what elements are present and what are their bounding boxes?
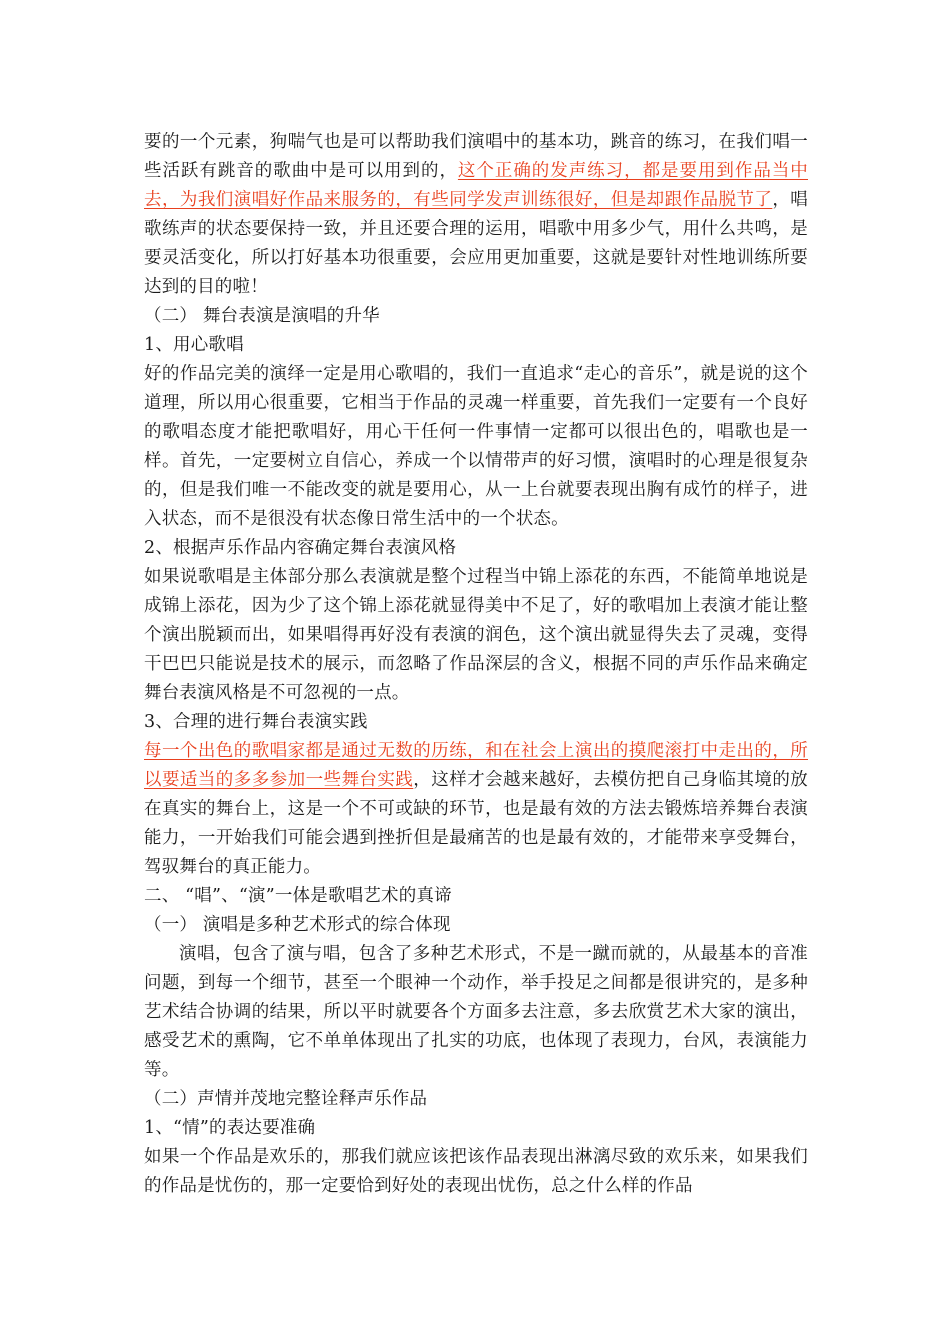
subsection-heading: 3、合理的进行舞台表演实践 bbox=[144, 712, 368, 732]
text-run: 好的作品完美的演绎一定是用心歌唱的，我们一直追求“走心的音乐”，就是说的这个道理，所以用心很重要，它相当于作品的灵魂一样重要，首先我们一定要有一个良好的歌唱态度才能把歌唱好，用心干任何一件事情一定都可以很出色的，唱歌也是一样。首先，一定要树立自信心，养成一个以情带声的好习惯，演唱时的心理是很复杂的，但是我们唯一不能改变的就是要用心，从一上台就要表现出胸有成竹的样子，进入状态，而不是很没有状态像日常生活中的一个状态。 bbox=[144, 364, 808, 529]
highlighted-text: 每一个出色的歌唱家都是通过无数的历练，和在社会上演出的摸爬滚打中走出的，所以要适当的多多参加一些舞台实践 bbox=[144, 741, 808, 790]
paragraph-stage-style bbox=[144, 563, 808, 708]
subsection-heading: 1、用心歌唱 bbox=[144, 335, 244, 355]
subsection-heading: 2、根据声乐作品内容确定舞台表演风格 bbox=[144, 538, 457, 558]
highlighted-text: 这个正确的发声练习，都是要用到作品当中去，为我们演唱好作品来服务的，有些同学发声训练很好，但是却跟作品脱节了 bbox=[144, 161, 808, 210]
section-heading: （二）声情并茂地完整诠释声乐作品 bbox=[144, 1089, 428, 1109]
text-run: ，这样才会越来越好，去模仿把自己身临其境的放在真实的舞台上，这是一个不可或缺的环节，也是最有效的方法去锻炼培养舞台表演能力，一开始我们可能会遇到挫折但是最痛苦的也是最有效的，才能带来享受舞台，驾驭舞台的真正能力。 bbox=[144, 770, 808, 877]
text-run: ，唱歌练声的状态要保持一致，并且还要合理的运用，唱歌中用多少气，用什么共鸣，是要灵活变化，所以打好基本功很重要，会应用更加重要，这就是要针对性地训练所要达到的目的啦！ bbox=[144, 190, 808, 297]
paragraph-stage-practice bbox=[144, 737, 808, 882]
section-heading: （一） 演唱是多种艺术形式的综合体现 bbox=[144, 915, 451, 935]
paragraph-emotion-expression bbox=[144, 1143, 808, 1201]
document-body bbox=[144, 128, 808, 1201]
text-run: 如果一个作品是欢乐的，那我们就应该把该作品表现出淋漓尽致的欢乐来，如果我们的作品是忧伤的，那一定要恰到好处的表现出忧伤，总之什么样的作品 bbox=[144, 1147, 808, 1196]
text-run: 要的一个元素，狗喘气也是可以帮助我们演唱中的基本功，跳音的练习，在我们唱一些活跃有跳音的歌曲中是可以用到的， bbox=[144, 132, 808, 181]
paragraph-sing-with-heart bbox=[144, 360, 808, 534]
subsection-heading: 1、“情”的表达要准确 bbox=[144, 1118, 316, 1138]
paragraph-basic-training bbox=[144, 128, 808, 302]
section-heading: 二、 “唱”、“演”一体是歌唱艺术的真谛 bbox=[144, 886, 452, 906]
text-run: 演唱，包含了演与唱，包含了多种艺术形式，不是一蹴而就的，从最基本的音准问题，到每一个细节，甚至一个眼神一个动作，举手投足之间都是很讲究的，是多种艺术结合协调的结果，所以平时就要各个方面多去注意，多去欣赏艺术大家的演出，感受艺术的熏陶，它不单单体现出了扎实的功底，也体现了表现力，台风，表演能力等。 bbox=[144, 944, 808, 1080]
paragraph-performance-synthesis bbox=[144, 940, 808, 1085]
text-run: 如果说歌唱是主体部分那么表演就是整个过程当中锦上添花的东西，不能简单地说是成锦上添花，因为少了这个锦上添花就显得美中不足了，好的歌唱加上表演才能让整个演出脱颖而出，如果唱得再好没有表演的润色，这个演出就显得失去了灵魂，变得干巴巴只能说是技术的展示，而忽略了作品深层的含义，根据不同的声乐作品来确定舞台表演风格是不可忽视的一点。 bbox=[144, 567, 808, 703]
section-heading: （二） 舞台表演是演唱的升华 bbox=[144, 306, 380, 326]
